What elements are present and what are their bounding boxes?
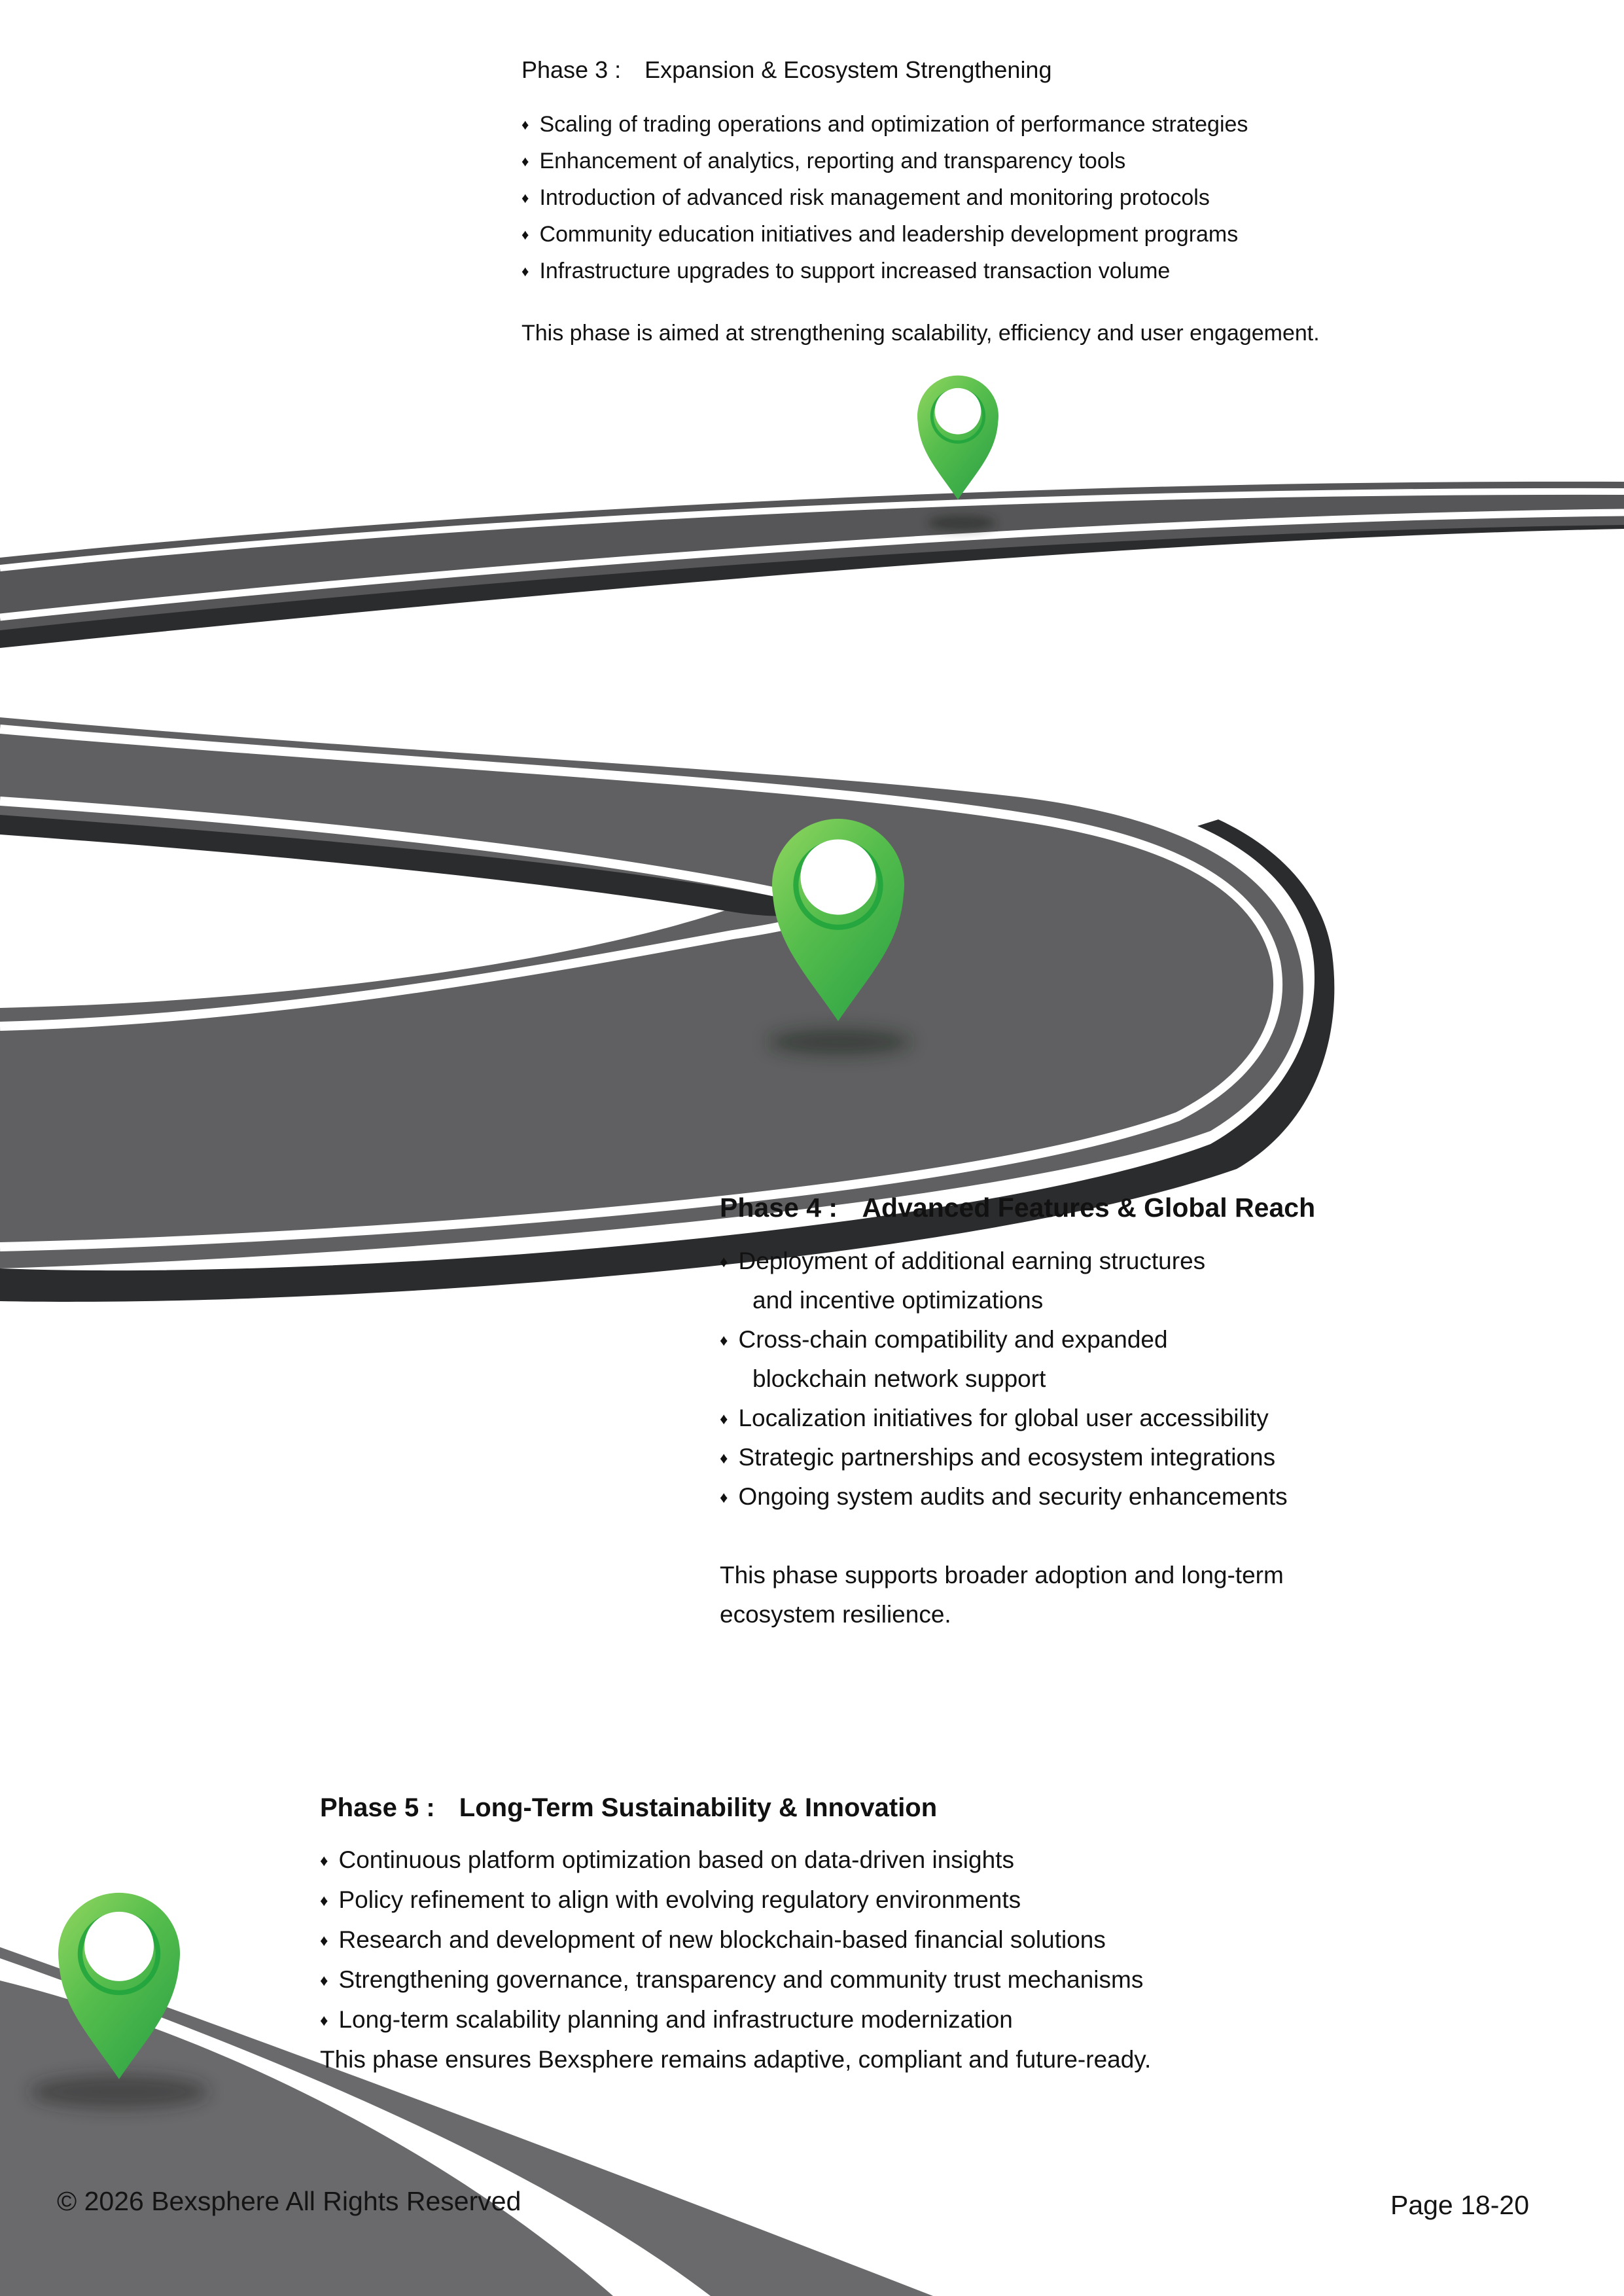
bullet-line bbox=[720, 1242, 1315, 1281]
bullet-line bbox=[521, 216, 1320, 253]
phase-3-summary bbox=[521, 315, 1320, 351]
diamond-bullet-icon: ♦ bbox=[720, 1489, 728, 1507]
line-text: Localization initiatives for global user accessibility bbox=[738, 1405, 1269, 1431]
bullet-line bbox=[521, 179, 1320, 216]
pin-shadow bbox=[768, 1029, 911, 1055]
bullet-line bbox=[521, 143, 1320, 179]
line-text: Community education initiatives and leadership development programs bbox=[539, 222, 1239, 247]
phase-3-bullet-list bbox=[521, 106, 1320, 289]
line-text: This phase supports broader adoption and long-term bbox=[720, 1562, 1284, 1588]
line-text: Introduction of advanced risk management and monitoring protocols bbox=[539, 185, 1210, 210]
bullet-line bbox=[521, 106, 1320, 143]
phase-4-title-text: Advanced Features & Global Reach bbox=[862, 1193, 1316, 1223]
diamond-bullet-icon: ♦ bbox=[320, 1852, 328, 1870]
footer-page-number: Page 18-20 bbox=[1390, 2190, 1529, 2220]
phase-4-title bbox=[720, 1193, 1315, 1223]
phase-5-summary bbox=[320, 2039, 1151, 2079]
phase-4-bullet-list bbox=[720, 1242, 1315, 1516]
bullet-line bbox=[720, 1477, 1315, 1516]
line-text: blockchain network support bbox=[752, 1365, 1046, 1392]
line-text: Scaling of trading operations and optimization of performance strategies bbox=[539, 112, 1248, 137]
bullet-line bbox=[720, 1438, 1315, 1477]
line-text: Long-term scalability planning and infrastructure modernization bbox=[338, 2006, 1013, 2033]
line-text: Ongoing system audits and security enhancements bbox=[738, 1483, 1288, 1510]
phase-3-title-text: Expansion & Ecosystem Strengthening bbox=[644, 56, 1052, 83]
phase-4-summary bbox=[720, 1556, 1315, 1634]
bullet-line bbox=[720, 1320, 1315, 1359]
line-text: Deployment of additional earning structures bbox=[738, 1247, 1206, 1274]
text-line bbox=[521, 315, 1320, 351]
phase-5-label: Phase 5 : bbox=[320, 1793, 435, 1822]
location-pin-icon bbox=[917, 376, 998, 500]
diamond-bullet-icon: ♦ bbox=[720, 1410, 728, 1428]
line-text: Strategic partnerships and ecosystem integrations bbox=[738, 1444, 1276, 1471]
text-line bbox=[320, 2039, 1151, 2079]
line-text: Research and development of new blockchain-based financial solutions bbox=[338, 1926, 1106, 1953]
line-text: Infrastructure upgrades to support increased transaction volume bbox=[539, 259, 1171, 283]
bullet-line bbox=[320, 1840, 1151, 1880]
phase-3-label: Phase 3 : bbox=[521, 56, 622, 83]
bullet-line bbox=[720, 1399, 1315, 1438]
bullet-line bbox=[320, 1880, 1151, 1920]
phase-5-title-text: Long-Term Sustainability & Innovation bbox=[459, 1793, 938, 1822]
pin-shadow bbox=[29, 2075, 209, 2109]
diamond-bullet-icon: ♦ bbox=[720, 1450, 728, 1467]
pin-shadow bbox=[928, 515, 996, 531]
phase-3-section bbox=[521, 56, 1320, 351]
bullet-line bbox=[320, 1960, 1151, 2000]
diamond-bullet-icon: ♦ bbox=[521, 153, 529, 170]
text-line bbox=[720, 1359, 1315, 1399]
phase-3-title bbox=[521, 56, 1320, 84]
diamond-bullet-icon: ♦ bbox=[320, 2012, 328, 2030]
phase-4-section bbox=[720, 1193, 1315, 1634]
diamond-bullet-icon: ♦ bbox=[521, 263, 529, 279]
road-segment-top bbox=[0, 482, 1624, 648]
footer-copyright: © 2026 Bexsphere All Rights Reserved bbox=[57, 2186, 521, 2216]
bullet-line bbox=[320, 1920, 1151, 1960]
text-line bbox=[720, 1556, 1315, 1595]
line-text: ecosystem resilience. bbox=[720, 1601, 951, 1628]
diamond-bullet-icon: ♦ bbox=[521, 190, 529, 206]
text-line bbox=[720, 1595, 1315, 1634]
line-text: Continuous platform optimization based on data-driven insights bbox=[338, 1846, 1014, 1873]
phase-5-bullet-list bbox=[320, 1840, 1151, 2039]
diamond-bullet-icon: ♦ bbox=[720, 1332, 728, 1350]
line-text: Cross-chain compatibility and expanded bbox=[738, 1326, 1168, 1353]
line-text: and incentive optimizations bbox=[752, 1287, 1044, 1314]
line-text: Policy refinement to align with evolving regulatory environments bbox=[338, 1886, 1021, 1913]
line-text: This phase ensures Bexsphere remains adaptive, compliant and future-ready. bbox=[320, 2046, 1152, 2073]
bullet-line bbox=[320, 2000, 1151, 2039]
text-line bbox=[720, 1281, 1315, 1320]
line-text: This phase is aimed at strengthening scalability, efficiency and user engagement. bbox=[521, 321, 1320, 346]
diamond-bullet-icon: ♦ bbox=[320, 1932, 328, 1950]
diamond-bullet-icon: ♦ bbox=[720, 1253, 728, 1271]
diamond-bullet-icon: ♦ bbox=[521, 117, 529, 133]
line-text: Strengthening governance, transparency and community trust mechanisms bbox=[338, 1966, 1144, 1993]
phase-5-title bbox=[320, 1793, 1151, 1823]
phase-4-label: Phase 4 : bbox=[720, 1193, 838, 1223]
bullet-line bbox=[521, 253, 1320, 289]
diamond-bullet-icon: ♦ bbox=[320, 1892, 328, 1910]
line-text: Enhancement of analytics, reporting and transparency tools bbox=[539, 149, 1126, 173]
diamond-bullet-icon: ♦ bbox=[521, 226, 529, 243]
phase-5-section bbox=[320, 1793, 1151, 2079]
diamond-bullet-icon: ♦ bbox=[320, 1972, 328, 1990]
